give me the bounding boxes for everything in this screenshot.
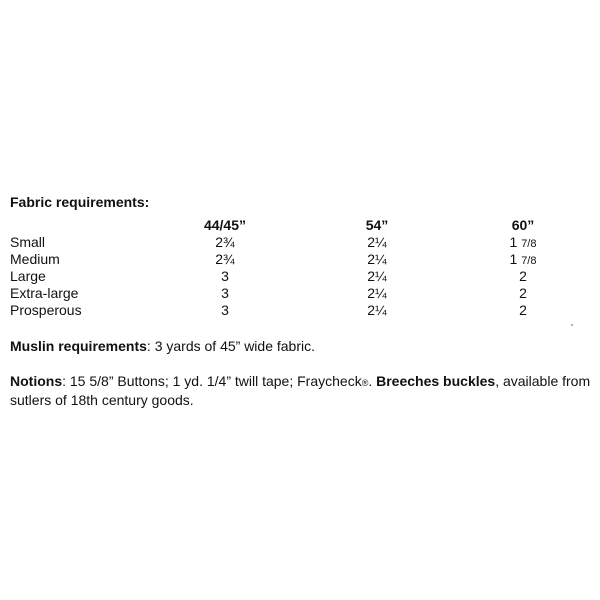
- column-header-60: 60”: [511, 217, 535, 233]
- table-row: [0, 285, 600, 302]
- breeches-buckles-label: Breeches buckles: [376, 373, 496, 389]
- muslin-text: : 3 yards of 45” wide fabric.: [146, 338, 315, 354]
- fabric-requirements-heading: Fabric requirements:: [10, 194, 150, 210]
- yardage-44-45: 3: [221, 268, 229, 284]
- yardage-60-fraction: 7/8: [521, 255, 537, 267]
- yardage-60-whole: 1: [509, 251, 518, 267]
- muslin-label: Muslin requirements: [10, 338, 147, 354]
- yardage-60: 2: [519, 285, 527, 301]
- yardage-44-45: 2¾: [215, 234, 235, 250]
- yardage-54: 2¼: [367, 234, 387, 250]
- size-label: Large: [10, 268, 46, 284]
- yardage-54: 2¼: [367, 251, 387, 267]
- muslin-requirements: [10, 338, 595, 355]
- yardage-60: 2: [519, 268, 527, 284]
- yardage-60: 2: [519, 302, 527, 318]
- yardage-44-45: 2¾: [215, 251, 235, 267]
- scan-speck: [571, 324, 573, 326]
- yardage-54: 2¼: [367, 268, 387, 284]
- table-row: [0, 234, 600, 251]
- notions-availability-text: , available from sutlers of 18th century goods.: [10, 373, 591, 408]
- size-label: Extra-large: [10, 285, 79, 301]
- registered-mark: ®: [361, 378, 369, 388]
- yardage-44-45: 3: [221, 302, 229, 318]
- notions-paragraph: [10, 373, 595, 409]
- notions-period: .: [368, 373, 373, 389]
- table-row: [0, 268, 600, 285]
- yardage-54: 2¼: [367, 302, 387, 318]
- column-header-54: 54”: [365, 217, 389, 233]
- notions-text: : 15 5/8” Buttons; 1 yd. 1/4” twill tape; Fraycheck: [62, 373, 362, 389]
- notions-label: Notions: [10, 373, 63, 389]
- table-row: [0, 251, 600, 268]
- yardage-60-whole: 1: [509, 234, 518, 250]
- yardage-44-45: 3: [221, 285, 229, 301]
- column-header-44-45: 44/45”: [203, 217, 247, 233]
- table-row: [0, 302, 600, 319]
- yardage-60-fraction: 7/8: [521, 238, 537, 250]
- yardage-54: 2¼: [367, 285, 387, 301]
- size-label: Medium: [10, 251, 60, 267]
- size-label: Small: [10, 234, 46, 250]
- size-label: Prosperous: [10, 302, 82, 318]
